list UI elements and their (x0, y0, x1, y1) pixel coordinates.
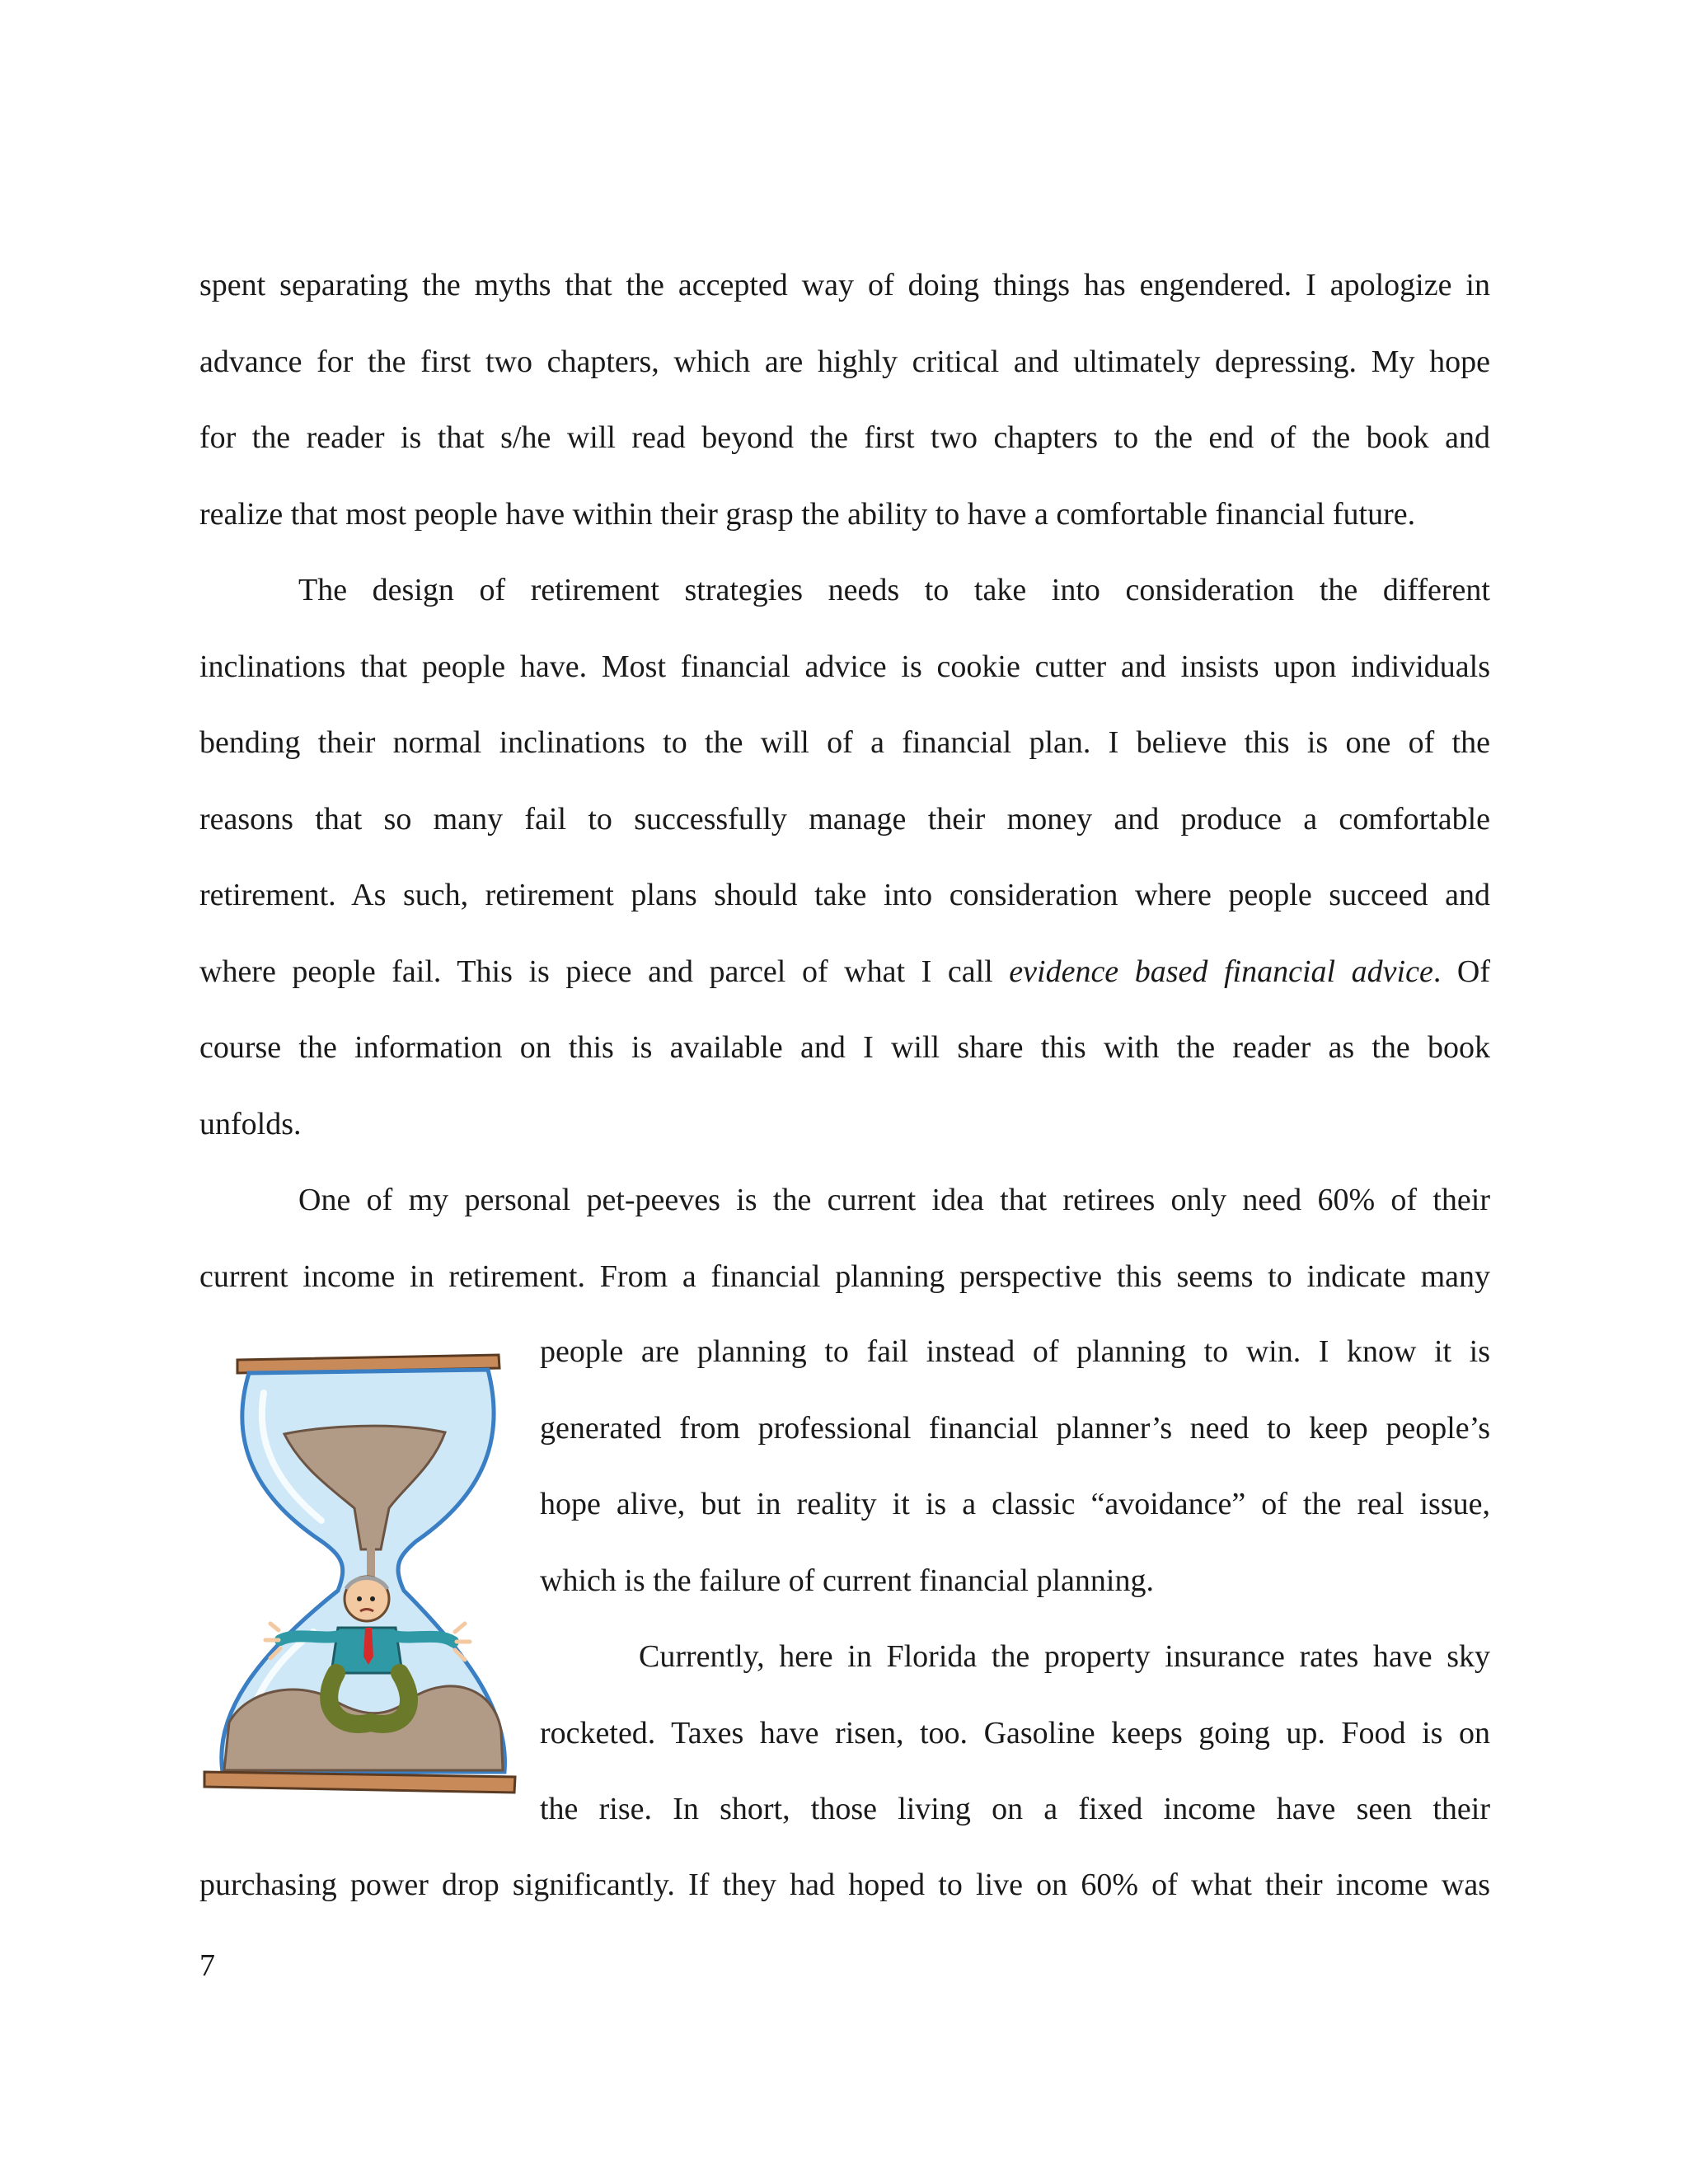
text-line: realize that most people have within their grasp the ability to have a comfortable financial future. (199, 496, 1416, 532)
text-run: where people fail. This is piece and parcel of what I call (199, 954, 1010, 989)
text-line: course the information on this is available and I will share this with the reader as the book (199, 1030, 1490, 1065)
paragraph-first-line: Currently, here in Florida the property insurance rates have sky (639, 1639, 1490, 1674)
text-line: inclinations that people have. Most financial advice is cookie cutter and insists upon individuals (199, 649, 1490, 684)
text-line: current income in retirement. From a financial planning perspective this seems to indicate many (199, 1258, 1490, 1294)
text-line-with-emphasis (199, 934, 1490, 1010)
text-line: the rise. In short, those living on a fixed income have seen their (540, 1792, 1490, 1826)
text-line: purchasing power drop significantly. If they had hoped to live on 60% of what their income was (199, 1868, 1490, 1902)
body-text-top (199, 247, 1490, 1315)
paragraph-first-line: One of my personal pet-peeves is the current idea that retirees only need 60% of their (298, 1183, 1490, 1217)
hourglass-illustration (198, 1343, 523, 1805)
text-line: rocketed. Taxes have risen, too. Gasoline keeps going up. Food is on (540, 1715, 1490, 1750)
text-line: people are planning to fail instead of planning to win. I know it is (540, 1334, 1490, 1369)
text-line: which is the failure of current financial planning. (540, 1563, 1154, 1598)
text-line: reasons that so many fail to successfully manage their money and produce a comfortable (199, 801, 1490, 837)
paragraph-first-line: The design of retirement strategies needs to take into consideration the different (298, 573, 1490, 607)
body-text-wrapped (540, 1314, 1490, 1848)
text-line: spent separating the myths that the accepted way of doing things has engendered. I apologize in (199, 268, 1490, 302)
emphasis-text: evidence based financial advice (1009, 954, 1433, 989)
text-run: . Of (1432, 954, 1491, 989)
page-number: 7 (199, 1948, 215, 1983)
text-line: advance for the first two chapters, which are highly critical and ultimately depressing. My hope (199, 344, 1490, 379)
body-text-bottom (199, 1847, 1490, 1924)
text-line: generated from professional financial planner’s need to keep people’s (540, 1410, 1490, 1446)
text-line: hope alive, but in reality it is a classic “avoidance” of the real issue, (540, 1487, 1490, 1521)
text-line: unfolds. (199, 1106, 302, 1141)
text-line: for the reader is that s/he will read beyond the first two chapters to the end of the book and (199, 420, 1490, 455)
text-line: retirement. As such, retirement plans should take into consideration where people succeed and (199, 878, 1490, 912)
text-line: bending their normal inclinations to the will of a financial plan. I believe this is one of the (199, 725, 1490, 760)
